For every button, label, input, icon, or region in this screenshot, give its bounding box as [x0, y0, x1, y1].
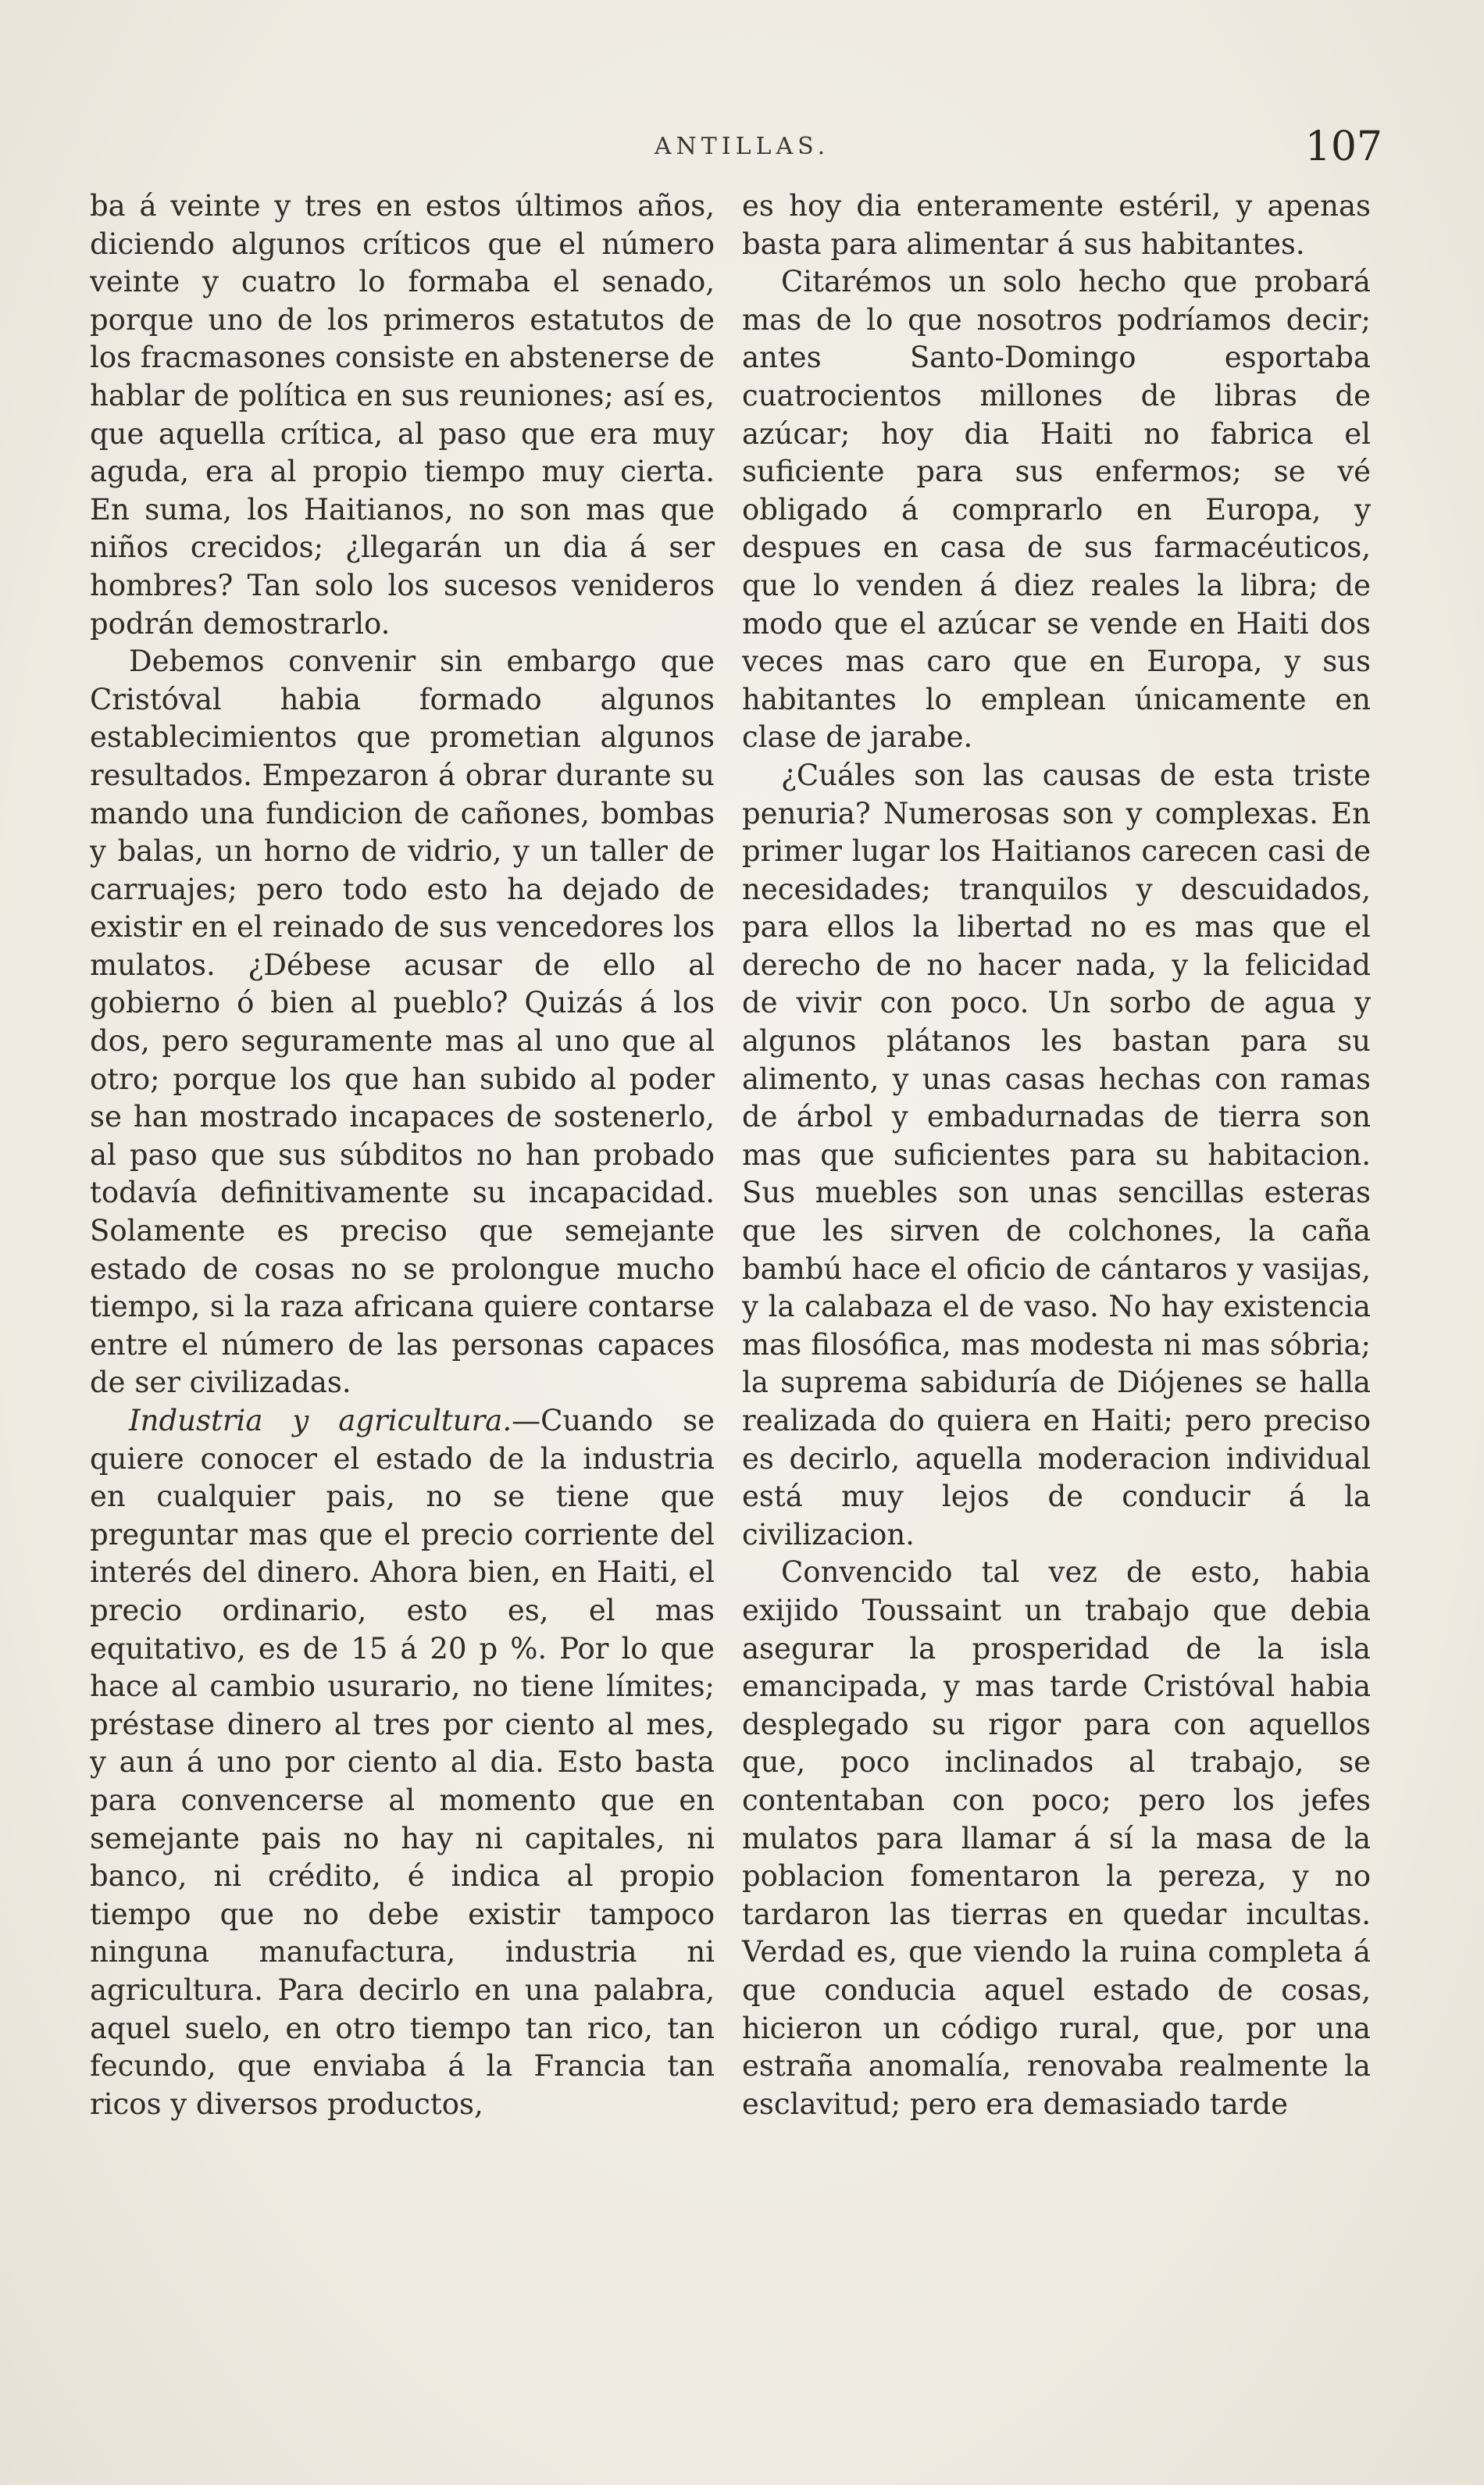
left-paragraph-3-text: —Cuando se quiere conocer el estado de la industria en cualquier pais, no se tiene que preguntar mas que el precio corriente del interés del dinero. Ahora bien, en Haiti, el precio ordinario, esto es, el mas equitativo, es de 15 á 20 p %. Por lo que hace al cambio usurario, no tiene límites; préstase dinero al tres por ciento al mes, y aun á uno por ciento al dia. Esto basta para convencerse al momento que en semejante pais no hay ni capitales, ni banco, ni crédito, é indica al propio tiempo que no debe existir tampoco ninguna manufactura, industria ni agricultura. Para decirlo en una palabra, aquel suelo, en otro tiempo tan rico, tan fecundo, que enviaba á la Francia tan ricos y diversos productos, — [90, 1404, 715, 2121]
page-header — [0, 123, 1484, 180]
left-column — [90, 187, 715, 2123]
right-paragraph-4: Convencido tal vez de esto, habia exijido Toussaint un trabajo que debia asegurar la prosperidad de la isla emancipada, y mas tarde Cristóval habia desplegado su rigor para con aquellos que, poco inclinados al trabajo, se contentaban con poco; pero los jefes mulatos para llamar á sí la masa de la poblacion fomentaron la pereza, y no tardaron las tierras en quedar incultas. Verdad es, que viendo la ruina completa á que conducia aquel estado de cosas, hicieron un código rural, que, por una estraña anomalía, renovaba realmente la esclavitud; pero era demasiado tarde — [742, 1555, 1371, 2121]
left-paragraph-3 — [90, 1402, 715, 2123]
section-heading-industria: Industria y agricultura. — [129, 1404, 512, 1437]
right-paragraph-3: ¿Cuáles son las causas de esta triste penuria? Numerosas son y complexas. En primer lugar los Haitianos carecen casi de necesidades; tranquilos y descuidados, para ellos la libertad no es mas que el derecho de no hacer nada, y la felicidad de vivir con poco. Un sorbo de agua y algunos plátanos les bastan para su alimento, y unas casas hechas con ramas de árbol y embadurnadas de tierra son mas que suficientes para su habitacion. Sus muebles son unas sencillas esteras que les sirven de colchones, la caña bambú hace el oficio de cántaros y vasijas, y la calabaza el de vaso. No hay existencia mas filosófica, mas modesta ni mas sóbria; la suprema sabiduría de Diójenes se halla realizada do quiera en Haiti; pero preciso es decirlo, aquella moderacion individual está muy lejos de conducir á la civilizacion. — [742, 758, 1371, 1551]
right-paragraph-1: es hoy dia enteramente estéril, y apenas basta para alimentar á sus habitantes. — [742, 189, 1371, 261]
right-column — [742, 187, 1371, 2123]
left-paragraph-1: ba á veinte y tres en estos últimos años, diciendo algunos críticos que el número veinte y cuatro lo formaba el senado, porque uno de los primeros estatutos de los fracmasones consiste en abstenerse de hablar de política en sus reuniones; así es, que aquella crítica, al paso que era muy aguda, era al propio tiempo muy cierta. En suma, los Haitianos, no son mas que niños crecidos; ¿llegarán un dia á ser hombres? Tan solo los sucesos venideros podrán demostrarlo. — [90, 189, 715, 641]
page-number: 107 — [1304, 123, 1382, 170]
right-paragraph-2: Citarémos un solo hecho que probará mas de lo que nosotros podríamos decir; antes Santo-Domingo esportaba cuatrocientos millones de libras de azúcar; hoy dia Haiti no fabrica el suficiente para sus enfermos; se vé obligado á comprarlo en Europa, y despues en casa de sus farmacéuticos, que lo venden á diez reales la libra; de modo que el azúcar se vende en Haiti dos veces mas caro que en Europa, y sus habitantes lo emplean únicamente en clase de jarabe. — [742, 265, 1371, 755]
running-head: ANTILLAS. — [654, 133, 830, 160]
left-paragraph-2: Debemos convenir sin embargo que Cristóval habia formado algunos establecimientos que prometian algunos resultados. Empezaron á obrar durante su mando una fundicion de cañones, bombas y balas, un horno de vidrio, y un taller de carruajes; pero todo esto ha dejado de existir en el reinado de sus vencedores los mulatos. ¿Débese acusar de ello al gobierno ó bien al pueblo? Quizás á los dos, pero seguramente mas al uno que al otro; porque los que han subido al poder se han mostrado incapaces de sostenerlo, al paso que sus súbditos no han probado todavía definitivamente su incapacidad. Solamente es preciso que semejante estado de cosas no se prolongue mucho tiempo, si la raza africana quiere contarse entre el número de las personas capaces de ser civilizadas. — [90, 644, 715, 1400]
